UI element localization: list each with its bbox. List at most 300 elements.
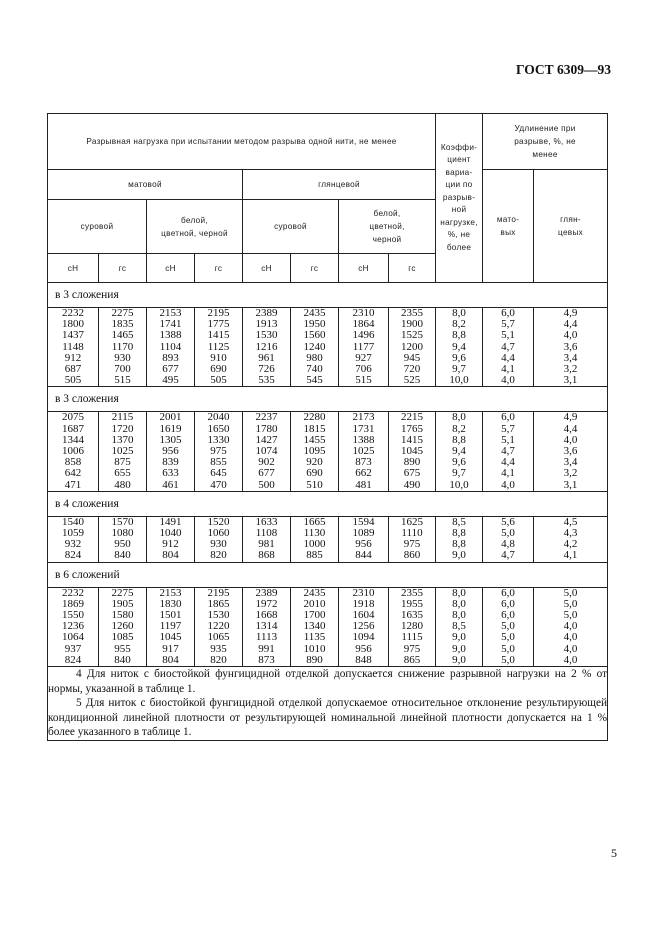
value: 9,6 xyxy=(452,351,466,364)
data-cell xyxy=(243,412,291,491)
value: 1665 xyxy=(303,515,326,528)
value: 840 xyxy=(114,549,131,562)
value: 820 xyxy=(210,549,227,562)
data-cell xyxy=(48,587,99,666)
value: 1955 xyxy=(401,597,424,610)
value: 1905 xyxy=(111,597,134,610)
value: 1113 xyxy=(255,631,278,644)
data-cell xyxy=(389,516,436,562)
header-line: вариа- xyxy=(445,167,473,177)
value: 1800 xyxy=(62,318,84,331)
value: 1080 xyxy=(111,527,134,540)
value: 1830 xyxy=(159,597,182,610)
value: 726 xyxy=(258,363,275,376)
note-5: 5 Для ниток с биостойкой фунгицидной отделкой допускаемое относительное отклонение результирующей кондиционной линейной плотности от результирующей номинальной линейной плотности допускается на 1 % более указанного в таблице 1. xyxy=(48,697,608,739)
value: 1520 xyxy=(207,515,230,528)
value: 1000 xyxy=(303,538,326,551)
value: 510 xyxy=(306,478,323,491)
value: 8,0 xyxy=(452,586,466,599)
value: 844 xyxy=(355,549,372,562)
data-cell xyxy=(243,587,291,666)
value: 1530 xyxy=(207,609,230,622)
value: 481 xyxy=(355,478,372,491)
data-cell xyxy=(483,308,534,387)
value: 3,1 xyxy=(563,478,578,491)
value: 10,0 xyxy=(449,374,469,387)
value: 5,7 xyxy=(501,318,515,331)
data-cell xyxy=(436,412,483,491)
value: 8,0 xyxy=(452,609,466,622)
value: 690 xyxy=(210,363,227,376)
value: 4,0 xyxy=(501,374,515,387)
value: 8,0 xyxy=(452,307,466,319)
value: 1869 xyxy=(62,597,84,610)
value: 515 xyxy=(355,374,372,387)
value: 2153 xyxy=(159,307,182,319)
coef-variation-header xyxy=(436,114,483,283)
value: 1197 xyxy=(159,620,182,633)
document-code: ГОСТ 6309—93 xyxy=(515,62,611,77)
value: 912 xyxy=(162,538,179,551)
value: 1236 xyxy=(62,620,84,633)
section-header-row xyxy=(48,562,608,587)
value: 2310 xyxy=(352,586,375,599)
page-number: 5 xyxy=(611,846,617,860)
header-line: белой, xyxy=(373,209,401,218)
value: 1570 xyxy=(111,515,134,528)
elongation-matte-header xyxy=(483,170,534,283)
section-data-row xyxy=(48,516,608,562)
value: 4,1 xyxy=(501,467,515,480)
value: 917 xyxy=(162,642,179,655)
value: 1060 xyxy=(207,527,230,540)
value: 8,0 xyxy=(452,411,466,424)
value: 2115 xyxy=(111,411,134,424)
section-title: в 3 сложения xyxy=(48,387,608,412)
value: 1650 xyxy=(207,422,230,435)
value: 1110 xyxy=(401,527,423,540)
value: 1065 xyxy=(207,631,230,644)
matte-white-header xyxy=(147,200,243,254)
value: 5,0 xyxy=(563,597,578,610)
data-cell xyxy=(291,308,339,387)
value: 4,7 xyxy=(501,549,515,562)
value: 505 xyxy=(64,374,82,387)
section-header-row xyxy=(48,283,608,308)
value: 956 xyxy=(355,642,372,655)
value: 4,7 xyxy=(501,340,515,353)
section-data-row xyxy=(48,587,608,666)
data-cell xyxy=(291,516,339,562)
value: 4,0 xyxy=(563,433,578,446)
value: 675 xyxy=(403,467,421,480)
value: 6,0 xyxy=(501,411,515,424)
value: 8,5 xyxy=(452,620,466,633)
value: 677 xyxy=(162,363,179,376)
value: 8,5 xyxy=(452,515,466,528)
value: 1775 xyxy=(207,318,230,331)
value: 495 xyxy=(162,374,179,387)
value: 1950 xyxy=(303,318,326,331)
value: 2237 xyxy=(255,411,278,424)
header-line: нагрузке, xyxy=(440,217,478,227)
value: 4,9 xyxy=(563,411,578,424)
value: 1687 xyxy=(62,422,84,435)
value: 4,0 xyxy=(563,631,578,644)
value: 9,4 xyxy=(452,340,466,353)
value: 5,1 xyxy=(501,433,515,446)
value: 1415 xyxy=(207,329,230,342)
value: 4,0 xyxy=(563,642,578,655)
value: 633 xyxy=(162,467,179,480)
unit-gs: гс xyxy=(195,254,243,283)
matte-header: матовой xyxy=(48,170,243,200)
value: 9,4 xyxy=(452,445,466,458)
value: 645 xyxy=(210,467,227,480)
value: 1550 xyxy=(62,609,84,622)
header-line: белой, xyxy=(181,215,208,225)
value: 1094 xyxy=(352,631,375,644)
value: 4,0 xyxy=(563,329,578,342)
value: 515 xyxy=(114,374,131,387)
section-title: в 3 сложения xyxy=(48,283,608,308)
value: 1220 xyxy=(207,620,230,633)
header-row-2 xyxy=(48,170,608,200)
value: 5,0 xyxy=(563,586,578,599)
unit-gs: гс xyxy=(99,254,147,283)
value: 4,4 xyxy=(563,422,578,435)
value: 868 xyxy=(258,549,275,562)
value: 1972 xyxy=(255,597,278,610)
unit-gs: гс xyxy=(291,254,339,283)
value: 4,5 xyxy=(563,515,578,528)
value: 1095 xyxy=(303,445,326,458)
value: 1216 xyxy=(255,340,278,353)
value: 1900 xyxy=(401,318,424,331)
value: 824 xyxy=(64,653,82,666)
value: 5,6 xyxy=(501,515,515,528)
value: 471 xyxy=(64,478,82,491)
header-row-1 xyxy=(48,114,608,170)
data-cell xyxy=(99,308,147,387)
value: 2435 xyxy=(303,586,326,599)
value: 8,2 xyxy=(452,422,466,435)
data-cell xyxy=(534,412,608,491)
value: 3,2 xyxy=(563,363,578,376)
value: 873 xyxy=(258,653,275,666)
value: 875 xyxy=(114,456,131,469)
value: 975 xyxy=(403,642,421,655)
header-line: глян- xyxy=(560,215,581,224)
header-line: Удлинение при xyxy=(514,124,576,133)
value: 3,1 xyxy=(563,374,578,387)
glossy-raw-header: суровой xyxy=(243,200,339,254)
data-cell xyxy=(389,587,436,666)
value: 2355 xyxy=(401,586,424,599)
unit-cn: сН xyxy=(48,254,99,283)
value: 4,4 xyxy=(563,318,578,331)
header-line: циент xyxy=(447,155,471,165)
value: 910 xyxy=(210,351,227,364)
value: 6,0 xyxy=(501,609,515,622)
value: 3,6 xyxy=(563,340,578,353)
value: 955 xyxy=(114,642,131,655)
value: 1108 xyxy=(255,527,278,540)
value: 820 xyxy=(210,653,227,666)
value: 2173 xyxy=(352,411,375,424)
value: 961 xyxy=(258,351,275,364)
value: 855 xyxy=(210,456,227,469)
table-body xyxy=(48,283,608,667)
section-title: в 6 сложений xyxy=(48,562,608,587)
value: 945 xyxy=(403,351,421,364)
value: 1633 xyxy=(255,515,278,528)
value: 1314 xyxy=(255,620,278,633)
value: 9,0 xyxy=(452,549,466,562)
value: 2010 xyxy=(303,597,326,610)
value: 1864 xyxy=(352,318,375,331)
value: 930 xyxy=(114,351,131,364)
value: 9,6 xyxy=(452,456,466,469)
value: 687 xyxy=(64,363,82,376)
value: 2275 xyxy=(111,307,134,319)
value: 1340 xyxy=(303,620,326,633)
value: 2001 xyxy=(159,411,182,424)
header-line: черной xyxy=(372,235,402,244)
value: 740 xyxy=(306,363,323,376)
value: 873 xyxy=(355,456,372,469)
value: 927 xyxy=(355,351,372,364)
value: 804 xyxy=(162,549,179,562)
value: 5,0 xyxy=(501,642,515,655)
value: 1064 xyxy=(62,631,84,644)
value: 4,2 xyxy=(563,538,578,551)
value: 1465 xyxy=(111,329,134,342)
value: 4,9 xyxy=(563,307,578,319)
value: 2310 xyxy=(352,307,375,319)
value: 840 xyxy=(114,653,131,666)
value: 902 xyxy=(258,456,275,469)
value: 4,0 xyxy=(563,653,578,666)
value: 890 xyxy=(306,653,323,666)
value: 5,0 xyxy=(501,653,515,666)
glossy-white-header xyxy=(339,200,436,254)
data-cell xyxy=(147,516,195,562)
value: 8,8 xyxy=(452,433,466,446)
value: 4,4 xyxy=(501,351,515,364)
value: 1135 xyxy=(303,631,326,644)
header-line: цветной, черной xyxy=(161,228,228,238)
value: 2232 xyxy=(62,307,84,319)
value: 839 xyxy=(162,456,179,469)
value: 824 xyxy=(64,549,82,562)
header-line: разрыве, %, не xyxy=(514,137,576,146)
value: 950 xyxy=(114,538,131,551)
value: 1815 xyxy=(303,422,326,435)
notes-section xyxy=(48,667,608,741)
value: 1501 xyxy=(159,609,182,622)
value: 535 xyxy=(258,374,275,387)
value: 1260 xyxy=(111,620,134,633)
value: 2275 xyxy=(111,586,134,599)
value: 1741 xyxy=(159,318,182,331)
section-data-row xyxy=(48,308,608,387)
value: 2040 xyxy=(207,411,230,424)
value: 912 xyxy=(64,351,82,364)
value: 6,0 xyxy=(501,307,515,319)
value: 677 xyxy=(258,467,275,480)
value: 981 xyxy=(258,538,275,551)
elongation-glossy-header xyxy=(534,170,608,283)
value: 1240 xyxy=(303,340,326,353)
value: 1415 xyxy=(401,433,424,446)
data-cell xyxy=(195,308,243,387)
section-header-row xyxy=(48,387,608,412)
unit-cn: сН xyxy=(339,254,389,283)
value: 1594 xyxy=(352,515,375,528)
value: 1496 xyxy=(352,329,375,342)
data-cell xyxy=(99,412,147,491)
value: 4,8 xyxy=(501,538,515,551)
value: 1491 xyxy=(159,515,182,528)
value: 3,4 xyxy=(563,456,578,469)
data-cell xyxy=(147,308,195,387)
value: 2215 xyxy=(401,411,424,424)
value: 860 xyxy=(403,549,421,562)
data-cell xyxy=(48,308,99,387)
value: 935 xyxy=(210,642,227,655)
value: 545 xyxy=(306,374,323,387)
header-line: вых xyxy=(500,228,516,237)
value: 1635 xyxy=(401,609,424,622)
data-cell xyxy=(339,308,389,387)
value: 1115 xyxy=(401,631,423,644)
value: 4,7 xyxy=(501,445,515,458)
data-cell xyxy=(339,516,389,562)
value: 1731 xyxy=(352,422,375,435)
data-cell xyxy=(534,587,608,666)
value: 8,0 xyxy=(452,597,466,610)
value: 1170 xyxy=(111,340,134,353)
breaking-load-header: Разрывная нагрузка при испытании методом разрыва одной нити, не менее xyxy=(48,114,436,170)
value: 1455 xyxy=(303,433,326,446)
value: 480 xyxy=(114,478,131,491)
value: 1388 xyxy=(352,433,375,446)
value: 470 xyxy=(210,478,227,491)
value: 2232 xyxy=(62,586,84,599)
notes-cell xyxy=(48,667,608,741)
data-cell xyxy=(291,412,339,491)
notes-row xyxy=(48,667,608,741)
value: 858 xyxy=(64,456,82,469)
value: 706 xyxy=(355,363,372,376)
value: 6,0 xyxy=(501,597,515,610)
value: 1074 xyxy=(255,445,278,458)
value: 1330 xyxy=(207,433,230,446)
value: 1045 xyxy=(159,631,182,644)
section-header-row xyxy=(48,491,608,516)
header-line: ции по xyxy=(445,180,473,190)
value: 1010 xyxy=(303,642,326,655)
value: 4,4 xyxy=(501,456,515,469)
value: 8,8 xyxy=(452,527,466,540)
value: 8,8 xyxy=(452,329,466,342)
data-cell xyxy=(436,516,483,562)
data-cell xyxy=(483,412,534,491)
value: 505 xyxy=(210,374,227,387)
value: 461 xyxy=(162,478,179,491)
value: 2280 xyxy=(303,411,326,424)
data-cell xyxy=(436,587,483,666)
data-cell xyxy=(389,412,436,491)
unit-gs: гс xyxy=(389,254,436,283)
value: 1148 xyxy=(62,340,84,353)
note-4: 4 Для ниток с биостойкой фунгицидной отделкой допускается снижение разрывной нагрузки на 2 % от нормы, указанной в таблице 1. xyxy=(48,668,608,695)
data-cell xyxy=(48,412,99,491)
value: 1085 xyxy=(111,631,134,644)
unit-cn: сН xyxy=(147,254,195,283)
value: 5,0 xyxy=(501,631,515,644)
value: 9,0 xyxy=(452,642,466,655)
value: 1437 xyxy=(62,329,84,342)
value: 525 xyxy=(403,374,421,387)
value: 642 xyxy=(64,467,82,480)
data-cell xyxy=(99,516,147,562)
value: 1256 xyxy=(352,620,375,633)
value: 2389 xyxy=(255,307,278,319)
matte-raw-header: суровой xyxy=(48,200,147,254)
value: 655 xyxy=(114,467,131,480)
value: 1530 xyxy=(255,329,278,342)
value: 1668 xyxy=(255,609,278,622)
value: 1280 xyxy=(401,620,424,633)
value: 9,0 xyxy=(452,631,466,644)
value: 1780 xyxy=(255,422,278,435)
section-data-row xyxy=(48,412,608,491)
value: 804 xyxy=(162,653,179,666)
value: 3,4 xyxy=(563,351,578,364)
value: 2195 xyxy=(207,307,230,319)
value: 1059 xyxy=(62,527,84,540)
value: 1200 xyxy=(401,340,424,353)
value: 1344 xyxy=(62,433,84,446)
data-cell xyxy=(291,587,339,666)
value: 1045 xyxy=(401,445,424,458)
value: 2195 xyxy=(207,586,230,599)
value: 1305 xyxy=(159,433,182,446)
value: 991 xyxy=(258,642,275,655)
value: 975 xyxy=(403,538,421,551)
value: 865 xyxy=(403,653,421,666)
header-line: Коэффи- xyxy=(440,142,478,152)
value: 956 xyxy=(355,538,372,551)
value: 3,6 xyxy=(563,445,578,458)
data-cell xyxy=(195,412,243,491)
value: 8,2 xyxy=(452,318,466,331)
value: 1427 xyxy=(255,433,278,446)
data-cell xyxy=(483,516,534,562)
data-cell xyxy=(389,308,436,387)
value: 893 xyxy=(162,351,179,364)
value: 1040 xyxy=(159,527,182,540)
value: 2435 xyxy=(303,307,326,319)
data-cell xyxy=(99,587,147,666)
value: 1025 xyxy=(352,445,375,458)
value: 4,1 xyxy=(563,549,578,562)
value: 4,1 xyxy=(501,363,515,376)
data-cell xyxy=(243,308,291,387)
data-cell xyxy=(534,308,608,387)
